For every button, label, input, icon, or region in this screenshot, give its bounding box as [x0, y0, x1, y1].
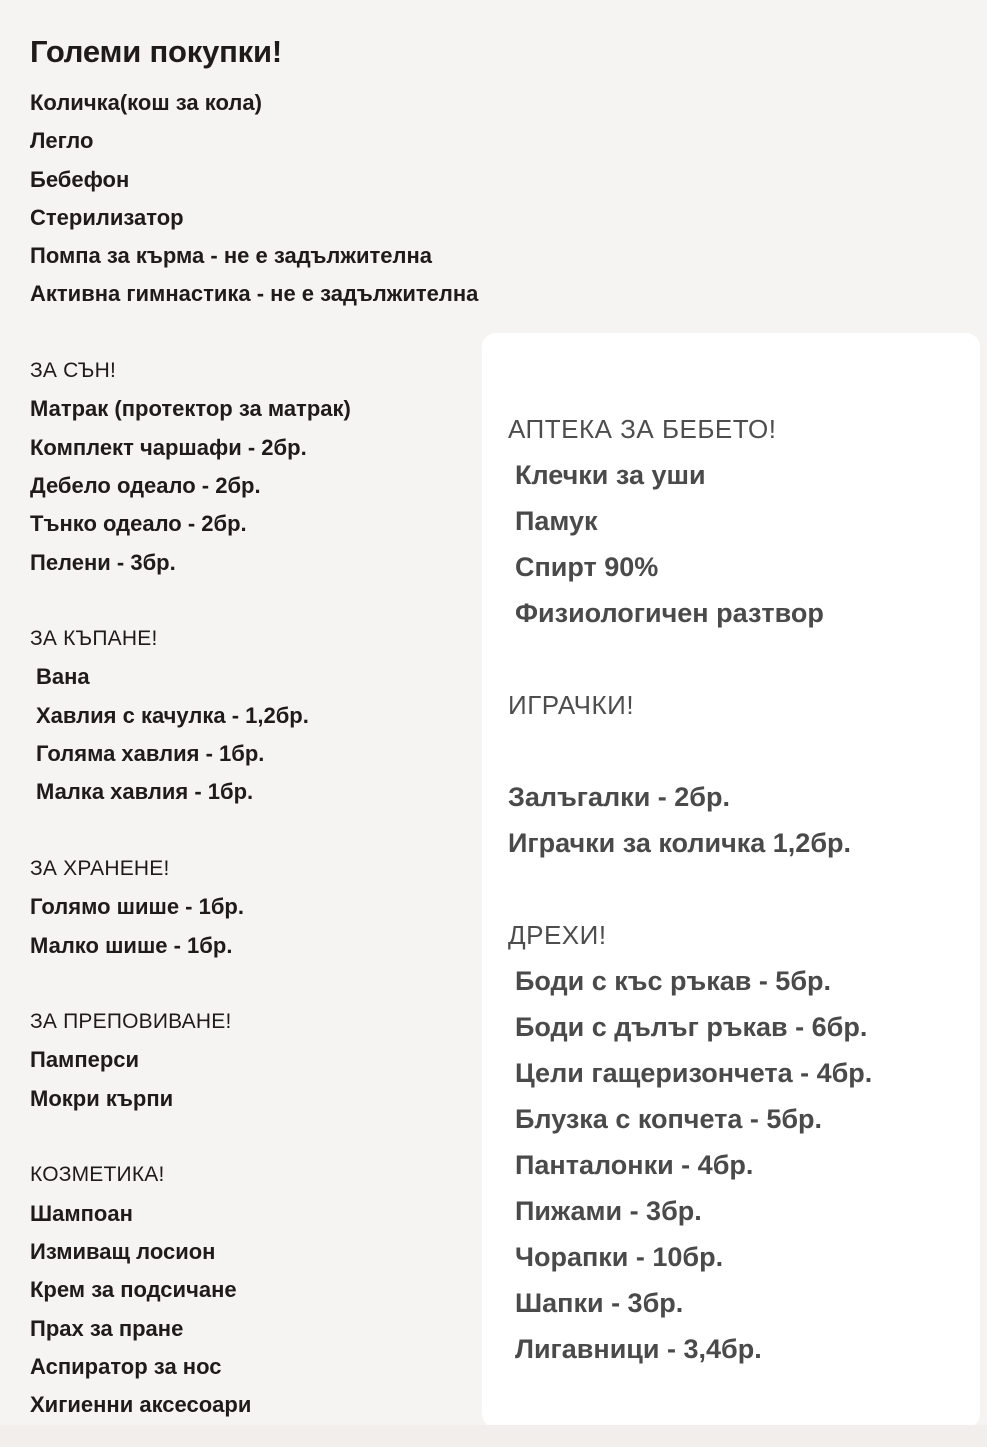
list-item: Вана: [36, 664, 90, 690]
list-item: Стерилизатор: [30, 204, 184, 230]
list-item: Залъгалки - 2бр.: [508, 782, 730, 812]
list-item: Прах за пране: [30, 1315, 184, 1341]
list-item: Клечки за уши: [515, 460, 706, 490]
list-item: Чорапки - 10бр.: [515, 1242, 724, 1272]
list-item: Хавлия с качулка - 1,2бр.: [36, 702, 309, 728]
list-item: Пижами - 3бр.: [515, 1196, 702, 1226]
list-item: Памперси: [30, 1047, 140, 1073]
pharmacy-section: [508, 406, 970, 636]
section-heading: ЗА СЪН!: [30, 359, 116, 383]
list-item: Комплект чаршафи - 2бр.: [30, 434, 307, 460]
list-item: Блузка с копчета - 5бр.: [515, 1104, 823, 1134]
list-item: Пелени - 3бр.: [30, 549, 176, 575]
section-spacer: [508, 636, 970, 682]
list-item: Боди с къс ръкав - 5бр.: [515, 966, 831, 996]
list-item: Боди с дълъг ръкав - 6бр.: [515, 1012, 868, 1042]
list-item: Цели гащеризончета - 4бр.: [515, 1058, 873, 1088]
list-item: Помпа за кърма - не е задължителна: [30, 243, 433, 269]
list-item: Тънко одеало - 2бр.: [30, 511, 247, 537]
list-item: Аспиратор за нос: [30, 1353, 222, 1379]
list-item: Играчки за количка 1,2бр.: [508, 828, 851, 858]
list-item: Малка хавлия - 1бр.: [36, 779, 254, 805]
section-heading: ЗА КЪПАНЕ!: [30, 627, 158, 651]
list-item: Голяма хавлия - 1бр.: [36, 741, 265, 767]
list-item: Матрак (протектор за матрак): [30, 396, 351, 422]
list-item: Мокри кърпи: [30, 1085, 174, 1111]
list-item: Спирт 90%: [515, 552, 659, 582]
list-item: Легло: [30, 128, 94, 154]
toys-section: [508, 682, 970, 866]
list-item: Шампоан: [30, 1200, 133, 1226]
list-item: Дебело одеало - 2бр.: [30, 472, 261, 498]
list-item: Физиологичен разтвор: [515, 598, 824, 628]
section-heading: ЗА ПРЕПОВИВАНЕ!: [30, 1010, 232, 1034]
list-item: Крем за подсичане: [30, 1277, 237, 1303]
section-spacer: [508, 866, 970, 912]
list-item: Панталонки - 4бр.: [515, 1150, 754, 1180]
big-purchases-list: [30, 84, 575, 314]
list-item: Активна гимнастика - не е задължителна: [30, 281, 479, 307]
section-heading: КОЗМЕТИКА!: [30, 1163, 165, 1187]
clothes-section: [508, 912, 970, 1372]
section-heading: ИГРАЧКИ!: [508, 690, 635, 720]
list-item: Памук: [515, 506, 598, 536]
list-item: Бебефон: [30, 166, 130, 192]
list-item: Лигавници - 3,4бр.: [515, 1334, 762, 1364]
list-item: Хигиенни аксесоари: [30, 1392, 252, 1418]
section-heading: ДРЕХИ!: [508, 920, 607, 950]
list-item: Голямо шише - 1бр.: [30, 894, 244, 920]
page-title: Големи покупки!: [30, 34, 282, 69]
list-item: Шапки - 3бр.: [515, 1288, 684, 1318]
section-spacer: [508, 728, 970, 774]
right-column: [508, 406, 970, 1372]
section-heading: АПТЕКА ЗА БЕБЕТО!: [508, 414, 777, 444]
section-heading: ЗА ХРАНЕНЕ!: [30, 856, 170, 880]
bottom-band: [0, 1425, 987, 1447]
list-item: Количка(кош за кола): [30, 90, 262, 115]
list-item: Измиващ лосион: [30, 1238, 216, 1264]
list-item: Малко шише - 1бр.: [30, 932, 233, 958]
